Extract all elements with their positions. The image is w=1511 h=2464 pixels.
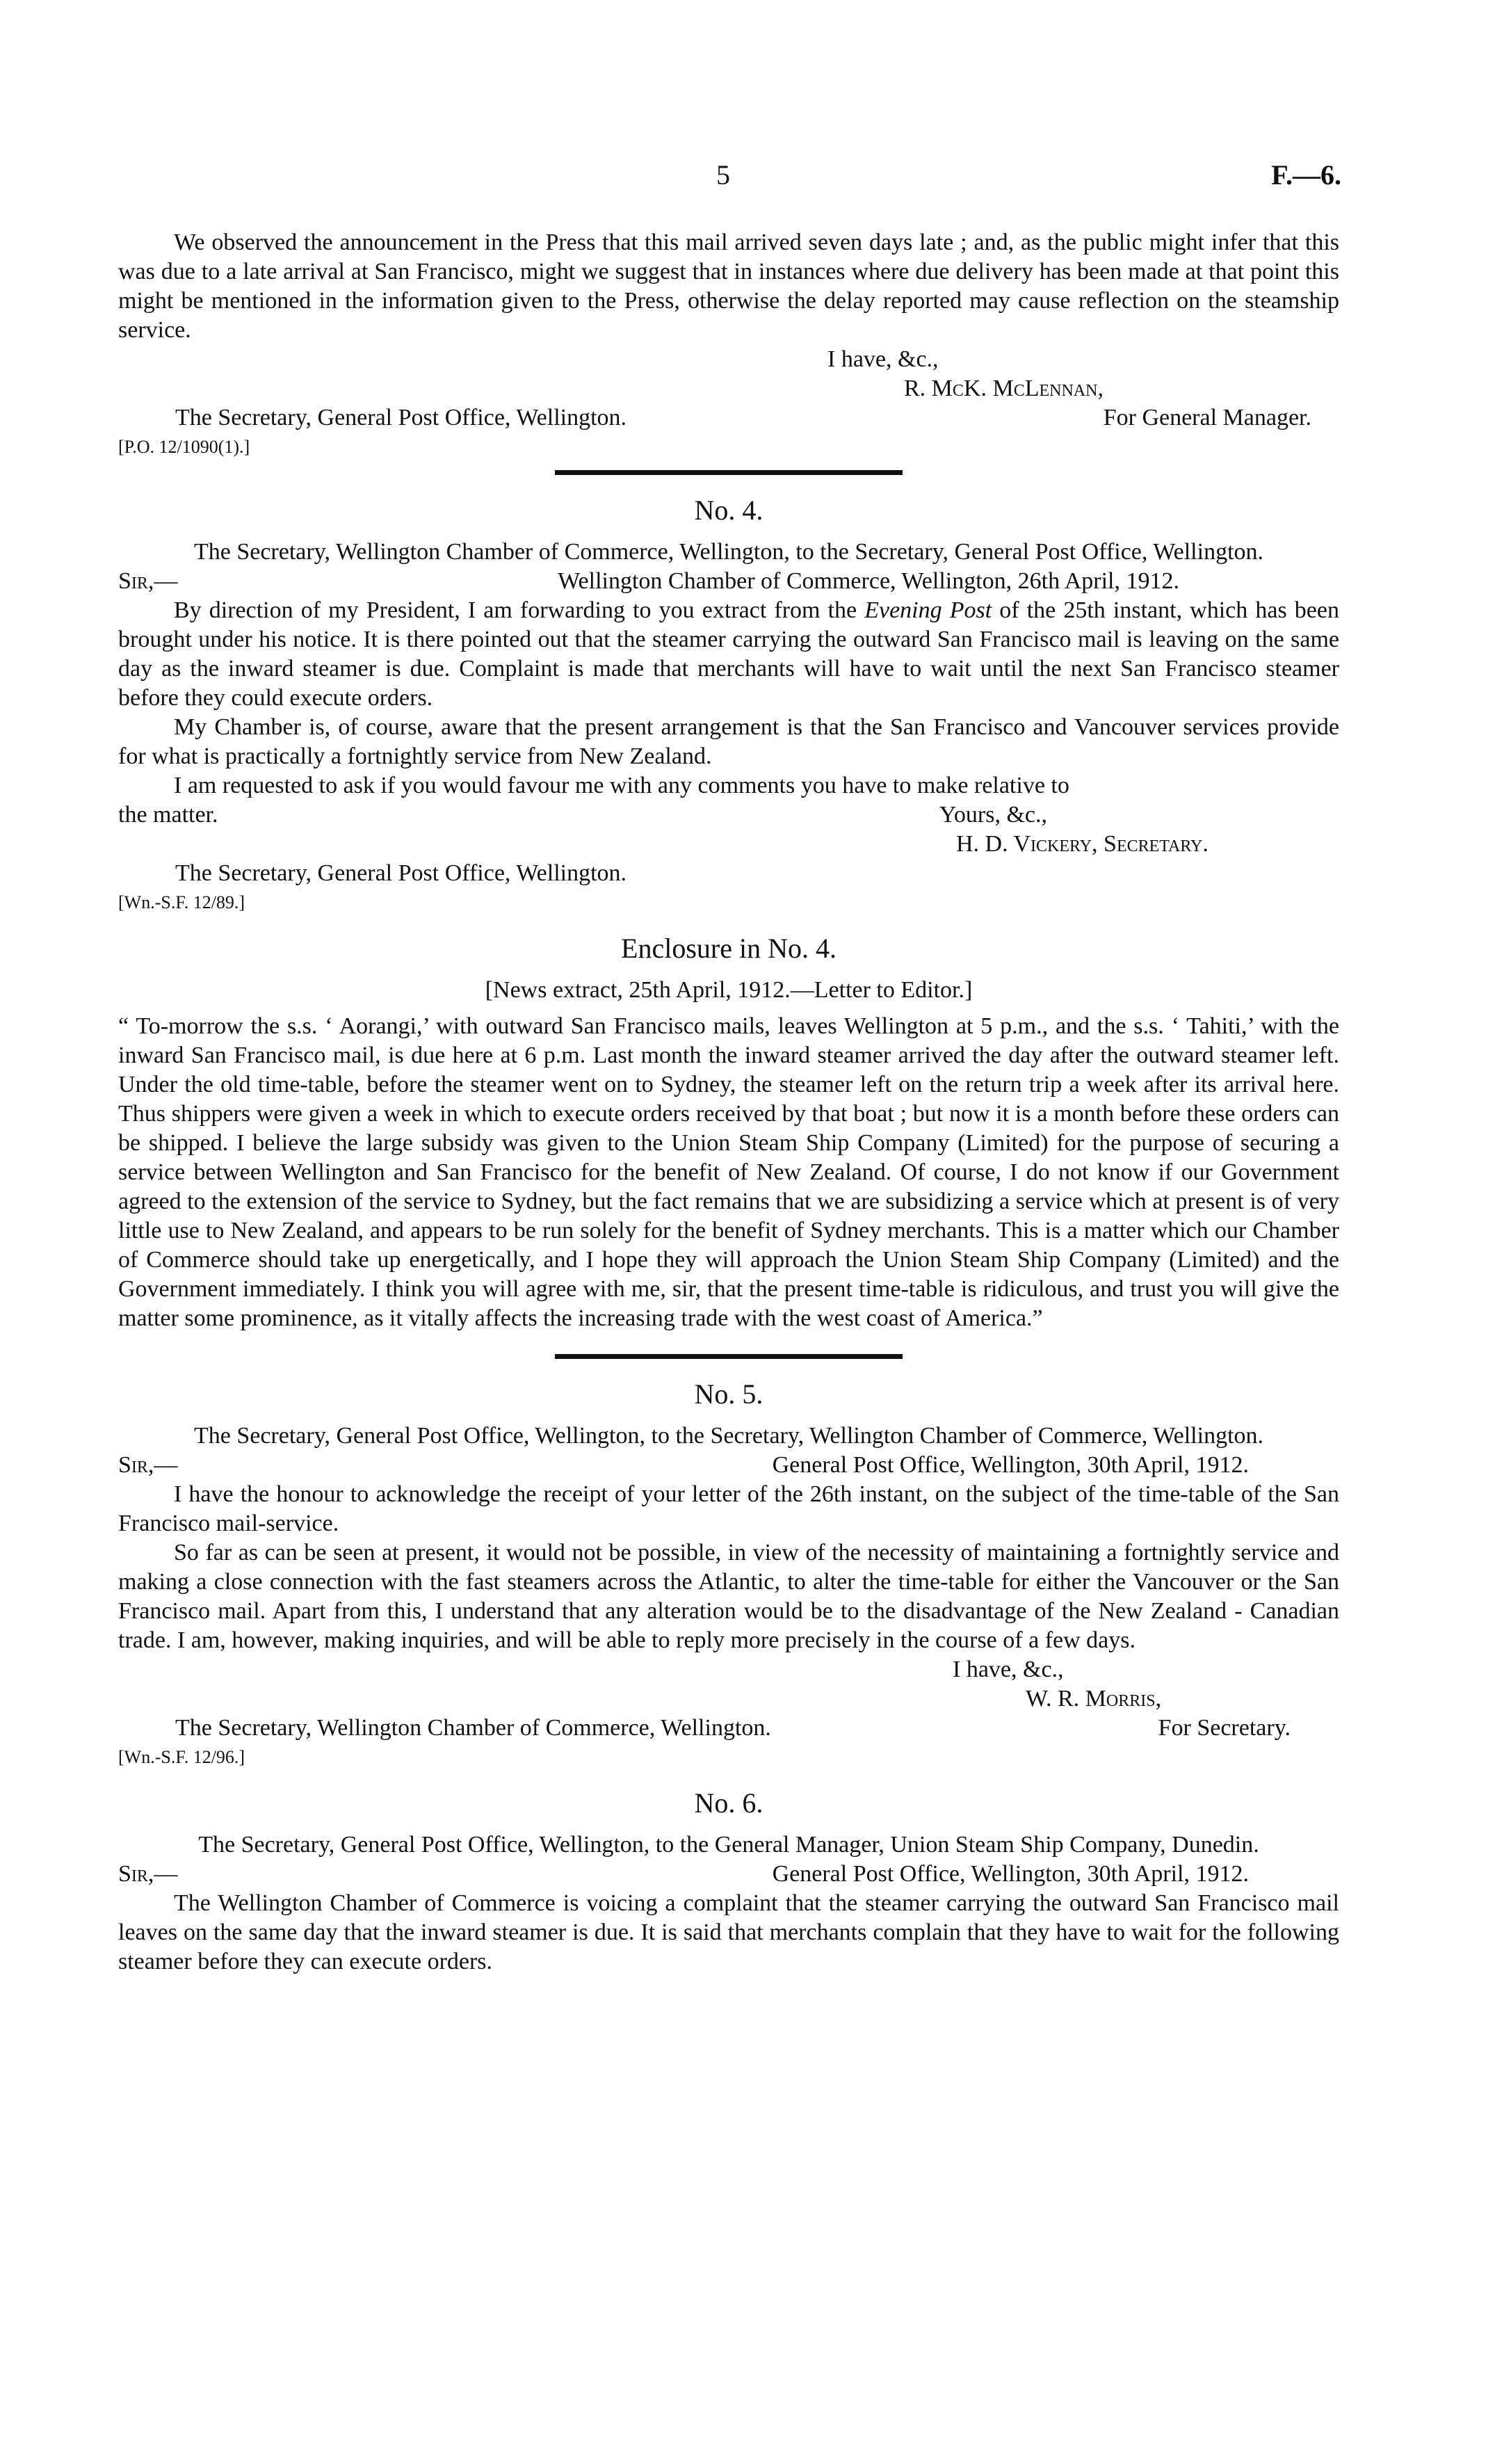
no4-dateline: Wellington Chamber of Commerce, Wellington, 26th April, 1912. (558, 568, 1179, 594)
opening-paragraph: We observed the announcement in the Press that this mail arrived seven days late ; and, as the public might infer that this was due to a late arrival at San Francisco, might we suggest that in instances where due delivery has been made at that point this might be mentioned in the information given to the Press, otherwise the delay reported may cause reflection on the steamship service. (118, 230, 1339, 343)
enclosure-body: “ To-morrow the s.s. ‘ Aorangi,’ with outward San Francisco mails, leaves Wellington at 5 p.m., and the s.s. ‘ Tahiti,’ with the inward San Francisco mail, is due here at 6 p.m. Last month the inward steamer arrived the day after the outward steamer left. Under the old time-table, before the steamer went on to Sydney, the steamer left on the return trip a week after its arrival here. Thus shippers were given a week in which to execute orders received by that boat ; but now it is a month before these orders can be shipped. I believe the large subsidy was given to the Union Steam Ship Company (Limited) for the purpose of securing a service between Wellington and San Francisco for the benefit of New Zealand. Of course, I do not know if our Government agreed to the extension of the service to Sydney, but the fact remains that we are subsidizing a service which at present is of very little use to New Zealand, and appears to be run solely for the benefit of Sydney merchants. This is a matter which our Chamber of Commerce should take up energetically, and I hope they will approach the Union Steam Ship Company (Limited) and the Government immediately. I think you will agree with me, sir, that the present time-table is ridiculous, and trust you will give the matter some prominence, as it vitally affects the increasing trade with the west coast of America.” (118, 1013, 1339, 1331)
no4-paragraph-3-start: I am requested to ask if you would favour me with any comments you have to make relative to (174, 773, 1069, 798)
no4-paragraph-3-end: the matter. (118, 802, 218, 828)
page-number: 5 (716, 159, 730, 191)
enclosure-subheading: [News extract, 25th April, 1912.—Letter to Editor.] (485, 977, 973, 1003)
no5-file-ref: [Wn.-S.F. 12/96.] (118, 1747, 245, 1767)
opening-addressee: The Secretary, General Post Office, Wellington. (175, 405, 627, 430)
no6-salutation-row (118, 1860, 1339, 1889)
no6-salutation: Sir,— (118, 1861, 178, 1887)
opening-signature: R. McK. McLennan, (904, 376, 1104, 401)
no6-paragraph-1: The Wellington Chamber of Commerce is voicing a complaint that the steamer carrying the outward San Francisco mail leaves on the same day that the inward steamer is due. It is said that merchants complain that they have to wait for the following steamer before they can execute orders. (118, 1890, 1339, 1974)
opening-role: For General Manager. (1103, 405, 1311, 430)
no4-paragraph-1: By direction of my President, I am forwarding to you extract from the Evening Post of the 25th instant, which has been brought under his notice. It is there pointed out that the steamer carrying the outward San Francisco mail is leaving on the same day as the inward steamer is due. Complaint is made that merchants will have to wait until the next San Francisco steamer before they could execute orders. (118, 597, 1339, 711)
opening-footer-row (118, 403, 1339, 433)
section-divider (555, 1354, 903, 1359)
no5-paragraph-2: So far as can be seen at present, it would not be possible, in view of the necessity of maintaining a fortnightly service and making a close connection with the fast steamers across the Atlantic, to alter the time-table for either the Vancouver or the San Francisco mail. Apart from this, I understand that any alteration would be to the disadvantage of the New Zealand - Canadian trade. I am, however, making inquiries, and will be able to reply more precisely in the course of a few days. (118, 1540, 1339, 1653)
no6-addressee-line: The Secretary, General Post Office, Wellington, to the General Manager, Union Steam Ship Company, Dunedin. (198, 1832, 1259, 1858)
document-body (118, 228, 1339, 1976)
section-divider (555, 470, 903, 475)
no5-footer-row (118, 1714, 1339, 1743)
no4-signature: H. D. Vickery, Secretary. (956, 831, 1209, 857)
no4-closing-row (118, 800, 1339, 830)
newspaper-title: Evening Post (864, 597, 992, 623)
no4-closing: Yours, &c., (939, 802, 1047, 828)
no4-file-ref: [Wn.-S.F. 12/89.] (118, 892, 245, 912)
no5-to: The Secretary, Wellington Chamber of Commerce, Wellington. (175, 1715, 771, 1741)
no5-dateline: General Post Office, Wellington, 30th April, 1912. (772, 1452, 1249, 1478)
opening-closing: I have, &c., (827, 346, 939, 372)
no5-role: For Secretary. (1158, 1715, 1291, 1741)
paper-reference: F.—6. (1271, 159, 1341, 191)
no5-heading: No. 5. (694, 1378, 763, 1410)
no6-dateline: General Post Office, Wellington, 30th April, 1912. (772, 1861, 1249, 1887)
no5-paragraph-1: I have the honour to acknowledge the receipt of your letter of the 26th instant, on the subject of the time-table of the San Francisco mail-service. (118, 1481, 1339, 1536)
no4-salutation-row (118, 567, 1339, 596)
page-header (0, 159, 1511, 200)
no4-addressee-line: The Secretary, Wellington Chamber of Commerce, Wellington, to the Secretary, General Post Office, Wellington. (193, 539, 1264, 565)
no5-salutation: Sir,— (118, 1452, 178, 1478)
no4-to: The Secretary, General Post Office, Wellington. (175, 860, 627, 886)
enclosure-heading: Enclosure in No. 4. (621, 933, 837, 964)
no5-addressee-line: The Secretary, General Post Office, Wellington, to the Secretary, Wellington Chamber of Commerce, Wellington. (193, 1423, 1264, 1449)
no4-paragraph-2: My Chamber is, of course, aware that the present arrangement is that the San Francisco and Vancouver services provide for what is practically a fortnightly service from New Zealand. (118, 714, 1339, 769)
opening-file-ref: [P.O. 12/1090(1).] (118, 437, 250, 457)
no4-salutation: Sir,— (118, 568, 178, 594)
no4-heading: No. 4. (694, 494, 763, 526)
no5-closing: I have, &c., (953, 1657, 1064, 1682)
no6-heading: No. 6. (694, 1787, 763, 1819)
no5-salutation-row (118, 1451, 1339, 1480)
no5-signature: W. R. Morris, (1026, 1686, 1162, 1712)
